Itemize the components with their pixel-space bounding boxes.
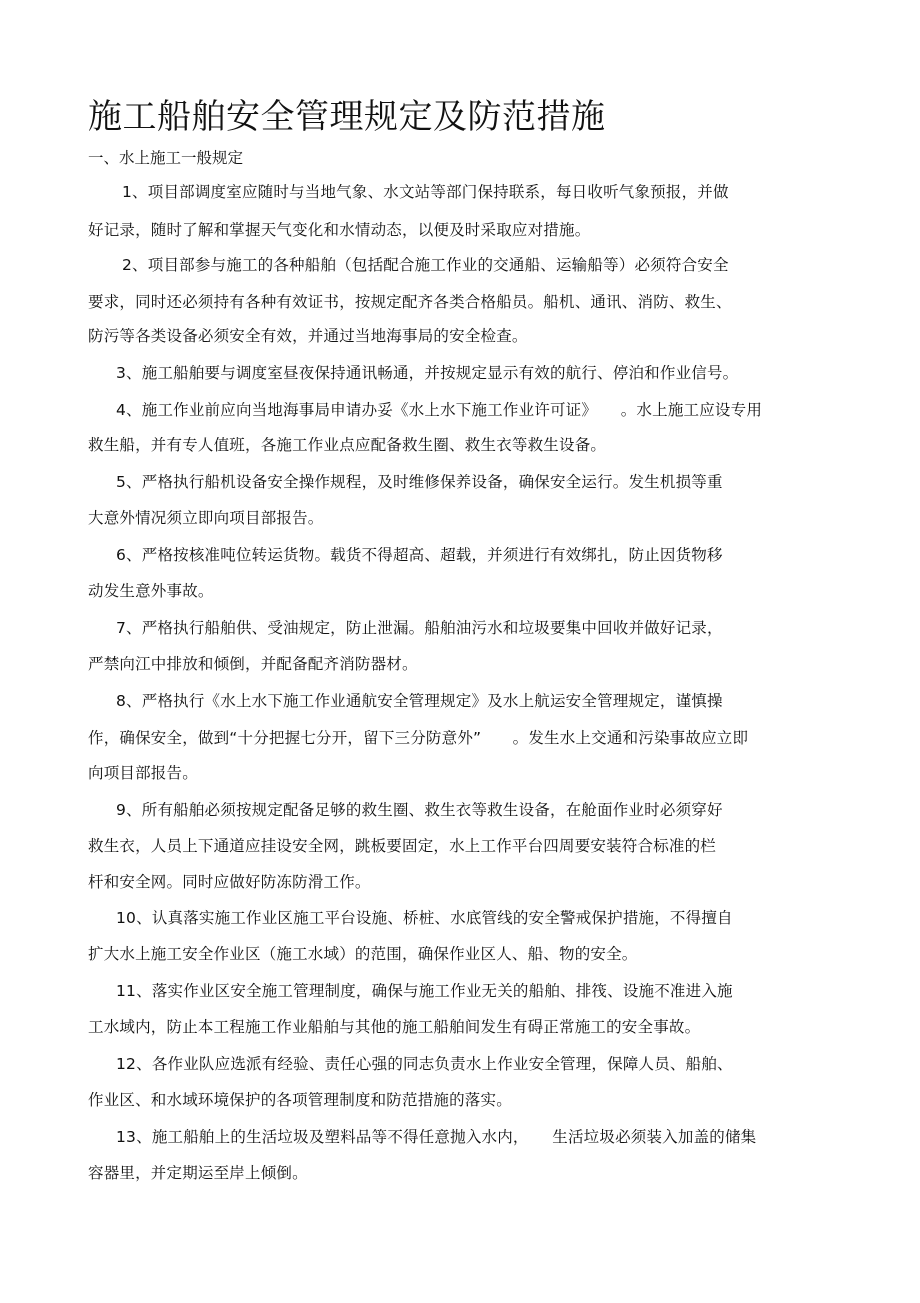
document-title: 施工船舶安全管理规定及防范措施	[88, 97, 606, 137]
text-line: 扩大水上施工安全作业区（施工水域）的范围，确保作业区人、船、物的安全。	[88, 945, 638, 963]
section-heading: 一、水上施工一般规定	[88, 149, 244, 167]
text-line: 容器里，并定期运至岸上倾倒。	[88, 1164, 308, 1182]
text-line: 4、施工作业前应向当地海事局申请办妥《水上水下施工作业许可证》 。水上施工应设专用	[116, 401, 763, 419]
text-line: 7、严格执行船舶供、受油规定，防止泄漏。船舶油污水和垃圾要集中回收并做好记录，	[116, 619, 723, 637]
text-line: 2、项目部参与施工的各种船舶（包括配合施工作业的交通船、运输船等）必须符合安全	[122, 256, 729, 274]
text-line: 11、落实作业区安全施工管理制度，确保与施工作业无关的船舶、排筏、设施不准进入施	[116, 982, 733, 1000]
text-line: 1、项目部调度室应随时与当地气象、水文站等部门保持联系，每日收听气象预报，并做	[122, 183, 729, 201]
text-line: 防污等各类设备必须安全有效，并通过当地海事局的安全检查。	[88, 327, 528, 345]
text-line: 6、严格按核准吨位转运货物。载货不得超高、超载，并须进行有效绑扎，防止因货物移	[116, 546, 723, 564]
text-line: 9、所有船舶必须按规定配备足够的救生圈、救生衣等救生设备，在舱面作业时必须穿好	[116, 801, 723, 819]
text-line: 作，确保安全，做到“十分把握七分开，留下三分防意外” 。发生水上交通和污染事故应立即	[88, 729, 749, 747]
text-line: 杆和安全网。同时应做好防冻防滑工作。	[88, 873, 371, 891]
text-line: 大意外情况须立即向项目部报告。	[88, 509, 324, 527]
text-line: 要求，同时还必须持有各种有效证书，按规定配齐各类合格船员。船机、通讯、消防、救生、	[88, 293, 732, 311]
text-line: 救生船，并有专人值班，各施工作业点应配备救生圈、救生衣等救生设备。	[88, 436, 607, 454]
text-line: 3、施工船舶要与调度室昼夜保持通讯畅通，并按规定显示有效的航行、停泊和作业信号。	[116, 364, 739, 382]
text-line: 向项目部报告。	[88, 764, 198, 782]
text-line: 动发生意外事故。	[88, 582, 214, 600]
text-line: 严禁向江中排放和倾倒，并配备配齐消防器材。	[88, 655, 418, 673]
text-line: 好记录，随时了解和掌握天气变化和水情动态，以便及时采取应对措施。	[88, 221, 591, 239]
text-line: 8、严格执行《水上水下施工作业通航安全管理规定》及水上航运安全管理规定，谨慎操	[116, 692, 723, 710]
text-line: 10、认真落实施工作业区施工平台设施、桥桩、水底管线的安全警戒保护措施，不得擅自	[116, 909, 733, 927]
text-line: 5、严格执行船机设备安全操作规程，及时维修保养设备，确保安全运行。发生机损等重	[116, 473, 723, 491]
text-line: 13、施工船舶上的生活垃圾及塑料品等不得任意抛入水内， 生活垃圾必须装入加盖的储集	[116, 1128, 757, 1146]
text-line: 12、各作业队应选派有经验、责任心强的同志负责水上作业安全管理，保障人员、船舶、	[116, 1055, 733, 1073]
text-line: 作业区、和水域环境保护的各项管理制度和防范措施的落实。	[88, 1091, 512, 1109]
text-line: 工水域内，防止本工程施工作业船舶与其他的施工船舶间发生有碍正常施工的安全事故。	[88, 1018, 701, 1036]
text-line: 救生衣，人员上下通道应挂设安全网，跳板要固定，水上工作平台四周要安装符合标准的栏	[88, 837, 717, 855]
